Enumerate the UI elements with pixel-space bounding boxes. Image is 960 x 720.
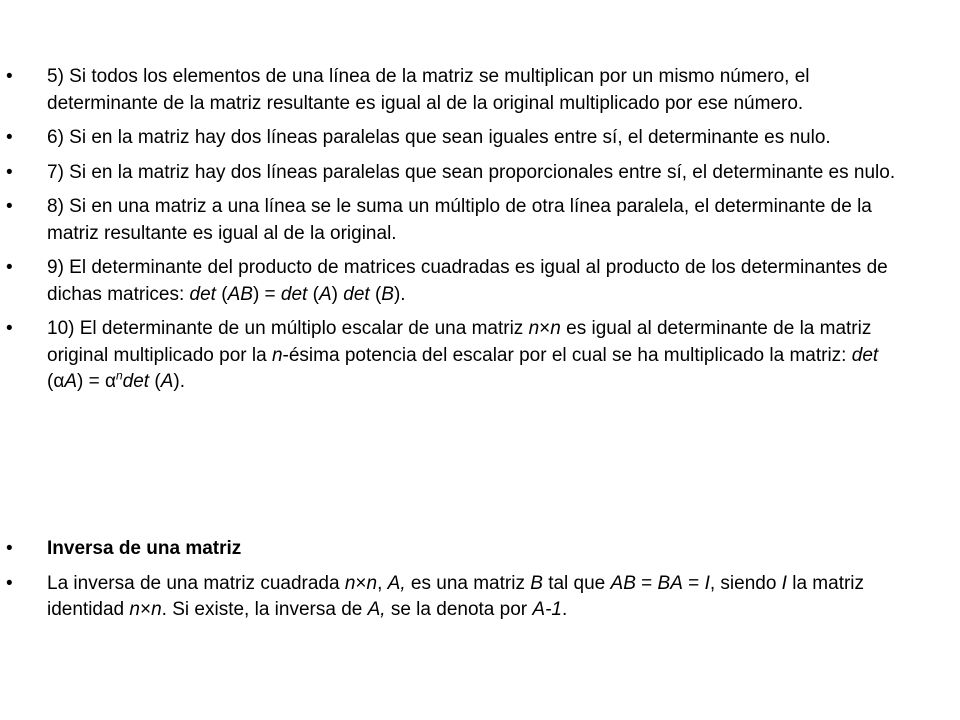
bullet-icon: • (6, 538, 13, 559)
text-segment: ) = (252, 283, 281, 305)
text-segment: BA (657, 572, 683, 594)
bullet-icon: • (6, 66, 13, 87)
bullet-icon: • (6, 572, 13, 594)
text-segment: × (139, 599, 152, 620)
text-segment: es igual al determinante de la matriz original multiplicado por la (47, 318, 872, 366)
text-segment: B (530, 572, 543, 594)
text-segment: ). (393, 283, 406, 305)
text-segment: n (366, 572, 378, 594)
text-segment: , siendo (709, 572, 782, 594)
text-segment: B (381, 283, 394, 305)
text-segment: α (53, 371, 65, 392)
text-segment: n (344, 572, 356, 594)
text-segment: det (343, 283, 370, 305)
text-segment: . Si existe, la inversa de (161, 599, 368, 620)
text-segment: 8) Si en una matriz a una línea se le suma un múltiplo de otra línea paralela, el determinante de la matriz resultante es igual al de la original. (47, 196, 872, 244)
determinant-properties-list (0, 64, 960, 404)
property-text (47, 127, 831, 148)
inverse-definition-text (47, 573, 864, 621)
property-item-10 (0, 316, 960, 396)
bullet-icon: • (6, 318, 13, 339)
text-segment: es una matriz (405, 572, 531, 594)
text-segment: = (635, 572, 658, 594)
text-segment: = (682, 572, 705, 594)
text-segment: La inversa de una matriz cuadrada (47, 572, 345, 594)
property-item-8 (0, 194, 960, 247)
text-segment: A-1 (532, 599, 562, 620)
text-segment: , (377, 572, 388, 594)
property-text (47, 66, 810, 114)
text-segment: n (151, 599, 162, 620)
text-segment: ( (215, 283, 228, 305)
text-segment: A, (387, 572, 406, 594)
inverse-heading-item (0, 536, 960, 563)
text-segment: × (355, 572, 367, 594)
text-segment: ( (149, 371, 161, 392)
text-segment: n (115, 368, 123, 383)
text-segment: det (122, 371, 150, 392)
property-text (47, 196, 872, 244)
text-segment: -ésima potencia del escalar por el cual se ha multiplicado la matriz: (282, 344, 852, 366)
text-segment: tal que (542, 572, 611, 594)
text-segment: ) (331, 283, 344, 305)
text-segment: α (104, 371, 116, 392)
text-segment: A (64, 371, 77, 392)
text-segment: ). (173, 371, 185, 392)
text-segment: n (129, 599, 140, 620)
text-segment: ( (307, 283, 319, 305)
property-item-9 (0, 255, 960, 308)
text-segment: AB (227, 283, 253, 305)
text-segment: 5) Si todos los elementos de una línea de la matriz se multiplican por un mismo número, el determinante de la matriz resultante es igual al de la original multiplicado por ese número. (47, 66, 810, 114)
bullet-icon: • (6, 127, 13, 148)
text-segment: A (160, 371, 174, 392)
text-segment: I (704, 572, 710, 594)
property-item-5 (0, 64, 960, 117)
inverse-section (0, 536, 960, 632)
text-segment: ) = (77, 371, 105, 392)
text-segment: × (539, 318, 551, 339)
property-text (47, 162, 895, 183)
text-segment: 6) Si en la matriz hay dos líneas paralelas que sean iguales entre sí, el determinante es nulo. (47, 127, 831, 148)
text-segment: A (318, 283, 332, 305)
bullet-icon: • (6, 257, 13, 278)
text-segment: 9) El determinante del producto de matrices cuadradas es igual al producto de los determinantes de dichas matrices: (47, 257, 888, 305)
text-segment: det (851, 344, 879, 366)
text-segment: I (781, 572, 787, 594)
text-segment: A, (367, 599, 386, 620)
bullet-icon: • (6, 161, 13, 183)
text-segment: ( (369, 283, 382, 305)
text-segment: AB (610, 572, 636, 594)
text-segment: se la denota por (385, 599, 533, 620)
text-segment: n (550, 318, 561, 339)
text-segment: 7) Si en la matriz hay dos líneas paralelas que sean proporcionales entre sí, el determinante es nulo. (47, 161, 896, 183)
bullet-icon: • (6, 196, 13, 217)
text-segment: 10) El determinante de un múltiplo escalar de una matriz (47, 318, 529, 339)
property-text (47, 318, 878, 392)
text-segment: n (528, 318, 540, 339)
property-text (47, 257, 888, 305)
inverse-definition-item (0, 571, 960, 624)
property-item-7 (0, 160, 960, 187)
text-segment: det (280, 283, 308, 305)
text-segment: n (271, 344, 283, 366)
text-segment: . (561, 599, 568, 620)
text-segment: det (189, 283, 216, 305)
text-segment: ( (47, 371, 54, 392)
property-item-6 (0, 125, 960, 152)
text-segment: la matriz identidad (47, 572, 865, 620)
section-heading: Inversa de una matriz (47, 538, 242, 559)
